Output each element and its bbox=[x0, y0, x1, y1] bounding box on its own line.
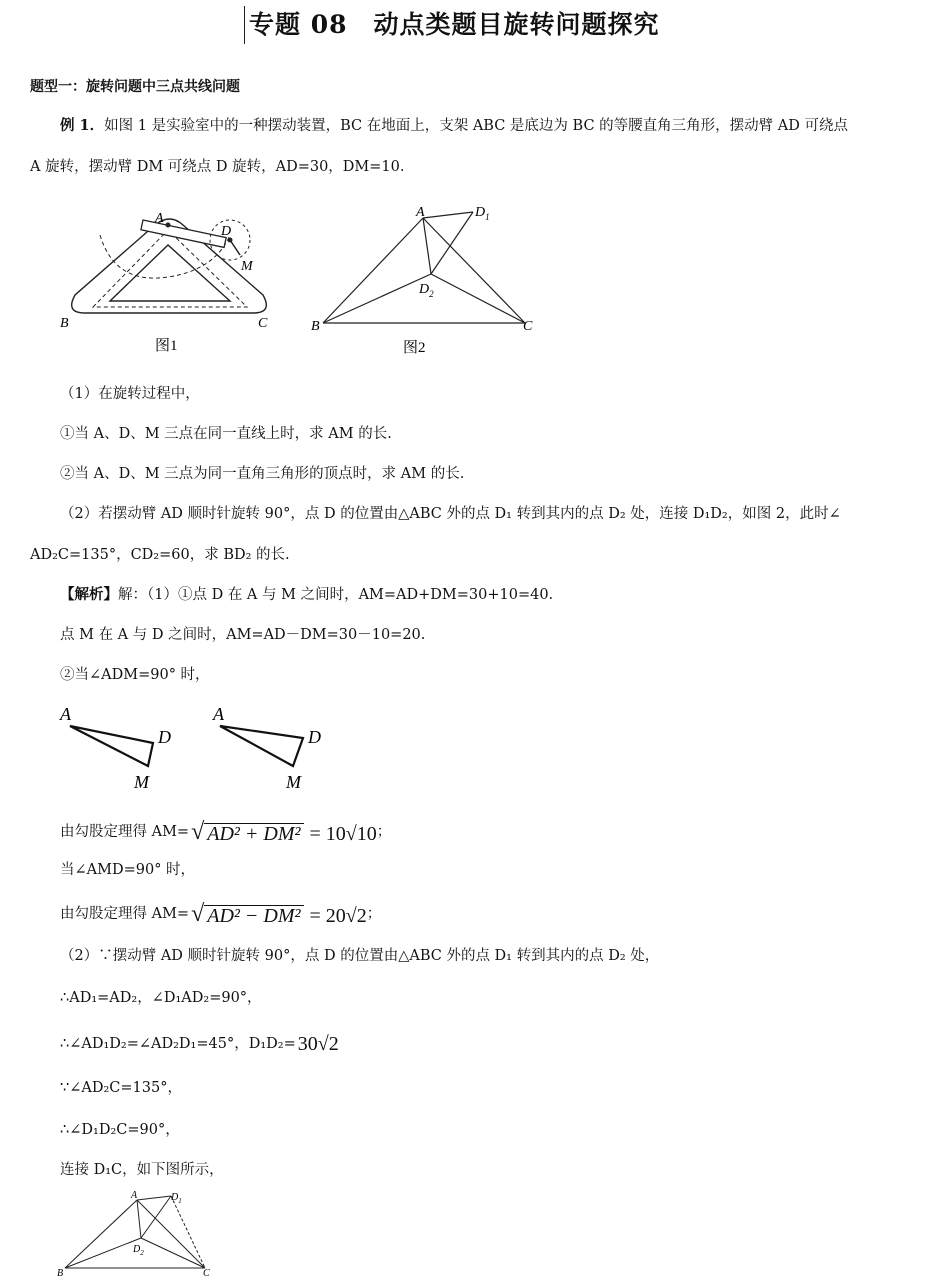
figure-1 bbox=[55, 195, 285, 360]
page-title: 专题 08 动点类题目旋转问题探究 bbox=[244, 6, 660, 44]
fig2-caption: 图2 bbox=[403, 340, 426, 356]
fig3-label-D1-sub: 1 bbox=[178, 1197, 182, 1205]
sketch1-label-D: D bbox=[158, 727, 171, 747]
s6-prefix: 由勾股定理得 AM= bbox=[60, 906, 190, 922]
q2-line-1: （2）若摆动臂 AD 顺时针旋转 90°，点 D 的位置由△ABC 外的点 D₁ 转到其内的点 D₂ 处，连接 D₁D₂，如图 2，此时∠ bbox=[60, 506, 841, 522]
section-heading: 题型一：旋转问题中三点共线问题 bbox=[30, 79, 240, 95]
s6-radicand: AD² − DM² bbox=[204, 905, 303, 926]
q1-intro: （1）在旋转过程中， bbox=[60, 386, 200, 402]
solution-s4 bbox=[60, 820, 391, 844]
solution-s5: 当∠AMD=90° 时， bbox=[60, 862, 196, 878]
solution-s11: ∴∠D₁D₂C=90°， bbox=[60, 1122, 180, 1138]
s9-prefix: ∴∠AD₁D₂=∠AD₂D₁=45°，D₁D₂= bbox=[60, 1036, 296, 1052]
s4-suffix: ； bbox=[376, 824, 392, 840]
solution-s8: ∴AD₁=AD₂，∠D₁AD₂=90°， bbox=[60, 990, 262, 1006]
fig2-label-D2: D bbox=[419, 282, 430, 297]
solution-s3: ②当∠ADM=90° 时， bbox=[60, 667, 210, 683]
solution-s6 bbox=[60, 902, 381, 926]
example-label: 例 1． bbox=[60, 117, 105, 134]
q1-part-b: ②当 A、D、M 三点为同一直角三角形的顶点时，求 AM 的长. bbox=[60, 466, 465, 482]
s4-result: = 10√10 bbox=[309, 823, 377, 845]
right-triangle-sketches bbox=[58, 698, 358, 793]
fig2-label-D2-sub: 2 bbox=[429, 289, 434, 299]
fig3-label-D1: D bbox=[171, 1192, 179, 1203]
example-intro-2: A 旋转，摆动臂 DM 可绕点 D 旋转，AD=30，DM=10. bbox=[30, 159, 405, 175]
fig2-label-A: A bbox=[416, 205, 425, 220]
fig1-label-A: A bbox=[155, 211, 164, 226]
fig1-caption: 图1 bbox=[155, 338, 178, 354]
svg-text:D2 bbox=[418, 282, 434, 299]
sketch1-label-M: M bbox=[134, 772, 149, 792]
fig1-label-D: D bbox=[221, 224, 232, 239]
solution-s7: （2）∵摆动臂 AD 顺时针旋转 90°，点 D 的位置由△ABC 外的点 D₁ 转到其内的点 D₂ 处， bbox=[60, 948, 660, 964]
sketch2-label-M: M bbox=[286, 772, 301, 792]
sketch1-label-A: A bbox=[60, 704, 71, 724]
figure-2 bbox=[305, 198, 545, 360]
fig3-label-A: A bbox=[131, 1190, 138, 1201]
sketch2-label-A: A bbox=[213, 704, 224, 724]
solution-s1: 解：（1）①点 D 在 A 与 M 之间时，AM=AD+DM=30+10=40. bbox=[118, 587, 554, 603]
solution-line-1 bbox=[60, 585, 553, 605]
svg-text:D1 bbox=[170, 1192, 182, 1205]
fig3-label-D2-sub: 2 bbox=[140, 1249, 144, 1257]
fig1-label-M: M bbox=[241, 259, 253, 274]
s4-formula: √ AD² + DM² = 10√10 bbox=[191, 819, 377, 845]
fig2-label-C: C bbox=[523, 319, 533, 334]
solution-s9 bbox=[60, 1034, 339, 1054]
s6-formula: √ AD² − DM² = 20√2 bbox=[191, 901, 367, 927]
s4-prefix: 由勾股定理得 AM= bbox=[60, 824, 190, 840]
sketch2-label-D: D bbox=[308, 727, 321, 747]
q1-part-a: ①当 A、D、M 三点在同一直线上时，求 AM 的长. bbox=[60, 426, 392, 442]
svg-text:D1 bbox=[474, 205, 490, 222]
s6-suffix: ； bbox=[366, 906, 382, 922]
solution-s12: 连接 D₁C，如下图所示， bbox=[60, 1162, 224, 1178]
fig1-label-C: C bbox=[258, 316, 268, 331]
solution-label: 【解析】 bbox=[60, 586, 118, 603]
fig2-label-B: B bbox=[311, 319, 320, 334]
fig2-label-D1-sub: 1 bbox=[485, 212, 490, 222]
q2-line-2: AD₂C=135°，CD₂=60，求 BD₂ 的长. bbox=[30, 547, 290, 563]
svg-text:D2 bbox=[132, 1244, 144, 1257]
fig3-label-C: C bbox=[203, 1268, 210, 1278]
s6-result: = 20√2 bbox=[309, 905, 367, 927]
example-line-1 bbox=[60, 116, 848, 136]
fig2-label-D1: D bbox=[475, 205, 486, 220]
fig3-label-B: B bbox=[57, 1268, 64, 1278]
example-intro-1: 如图 1 是实验室中的一种摆动装置，BC 在地面上，支架 ABC 是底边为 BC 的等腰直角三角形，摆动臂 AD 可绕点 bbox=[104, 118, 848, 134]
solution-s2: 点 M 在 A 与 D 之间时，AM=AD－DM=30－10=20. bbox=[60, 627, 426, 643]
fig3-label-D2: D bbox=[133, 1244, 141, 1255]
s4-radicand: AD² + DM² bbox=[204, 823, 303, 844]
fig1-label-B: B bbox=[60, 316, 69, 331]
s9-formula: 30√2 bbox=[297, 1033, 339, 1055]
figure-3 bbox=[55, 1188, 225, 1278]
solution-s10: ∵∠AD₂C=135°， bbox=[60, 1080, 182, 1096]
